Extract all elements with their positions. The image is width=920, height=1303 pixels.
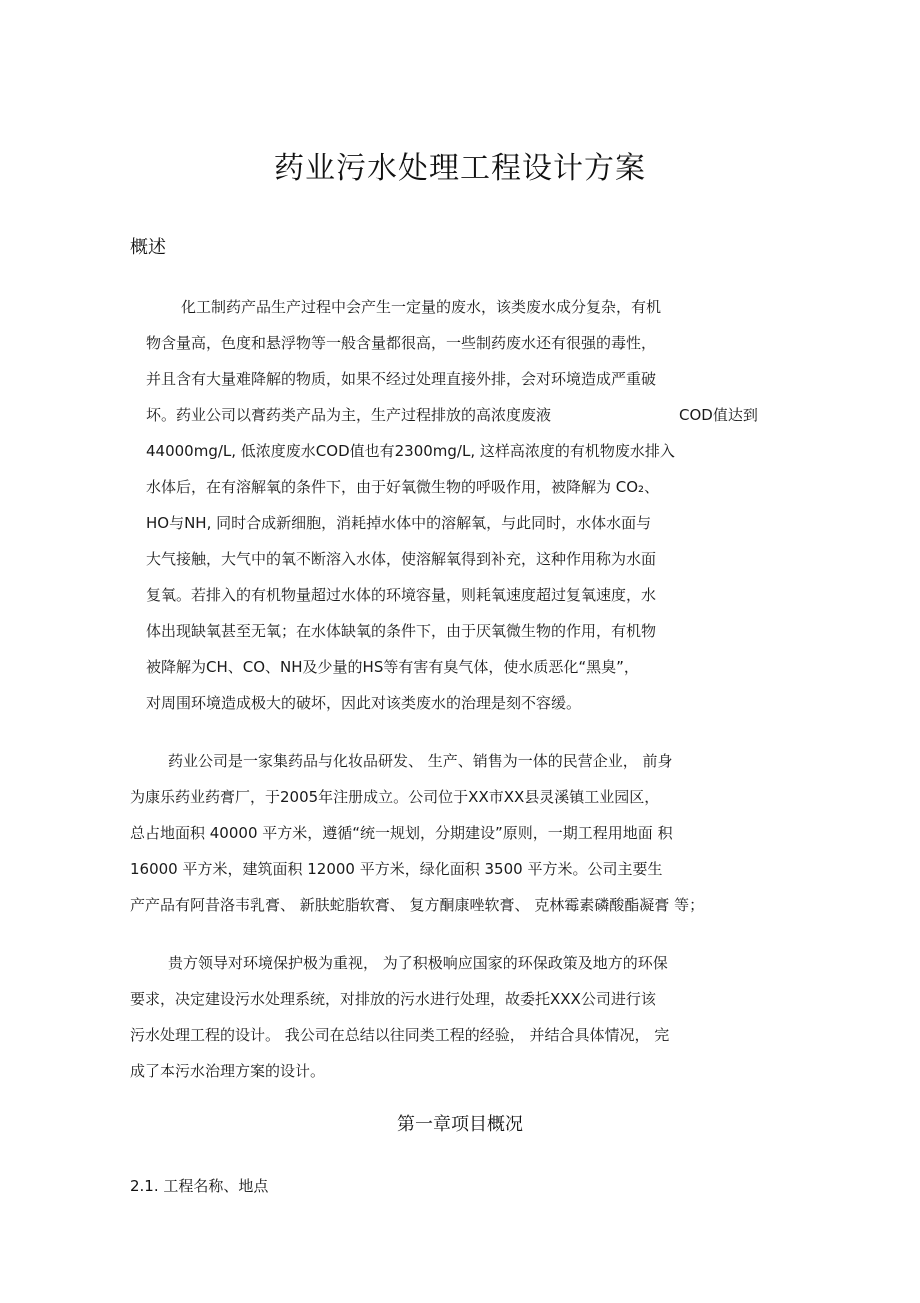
paragraph-line: 成了本污水治理方案的设计。 — [130, 1062, 326, 1080]
paragraph-line: 贵方领导对环境保护极为重视， 为了积极响应国家的环保政策及地方的环保 — [168, 954, 668, 972]
overview-heading: 概述 — [130, 237, 166, 258]
paragraph-line: 要求，决定建设污水处理系统，对排放的污水进行处理，故委托XXX公司进行该 — [130, 990, 656, 1008]
section-heading: 2.1. 工程名称、地点 — [130, 1177, 269, 1195]
paragraph-line: 大气接触，大气中的氧不断溶入水体，使溶解氧得到补充，这种作用称为水面 — [146, 550, 657, 568]
paragraph-line: HO与NH, 同时合成新细胞，消耗掉水体中的溶解氧，与此同时，水体水面与 — [146, 514, 652, 532]
paragraph-line: 为康乐药业药膏厂，于2005年注册成立。公司位于XX市XX县灵溪镇工业园区， — [130, 788, 660, 806]
chapter-heading: 第一章项目概况 — [397, 1114, 523, 1135]
paragraph-line: 被降解为CH、CO、NH及少量的HS等有害有臭气体，使水质恶化“黑臭”， — [146, 658, 639, 676]
cod-fragment: COD值达到 — [679, 406, 758, 424]
document-title: 药业污水处理工程设计方案 — [274, 151, 646, 186]
paragraph-line: 药业公司是一家集药品与化妆品研发、 生产、销售为一体的民营企业， 前身 — [168, 752, 673, 770]
paragraph-line: 产产品有阿昔洛韦乳膏、 新肤蛇脂软膏、 复方酮康唑软膏、 克林霉素磷酸酯凝膏 等； — [130, 896, 705, 914]
paragraph-line: 16000 平方米，建筑面积 12000 平方米，绿化面积 3500 平方米。公司主要生 — [130, 860, 663, 878]
paragraph-line: 复氧。若排入的有机物量超过水体的环境容量，则耗氧速度超过复氧速度，水 — [146, 586, 657, 604]
paragraph-line: 物含量高，色度和悬浮物等一般含量都很高，一些制药废水还有很强的毒性， — [146, 334, 657, 352]
paragraph-line: 坏。药业公司以膏药类产品为主，生产过程排放的高浓度废液 — [146, 406, 552, 424]
paragraph-line: 44000mg/L, 低浓度废水COD值也有2300mg/L, 这样高浓度的有机物废水排入 — [146, 442, 675, 460]
paragraph-line: 并且含有大量难降解的物质，如果不经过处理直接外排，会对环境造成严重破 — [146, 370, 657, 388]
paragraph-line: 总占地面积 40000 平方米，遵循“统一规划，分期建设”原则，一期工程用地面 积 — [130, 824, 673, 842]
paragraph-line: 体出现缺氧甚至无氧；在水体缺氧的条件下，由于厌氧微生物的作用，有机物 — [146, 622, 657, 640]
paragraph-line: 化工制药产品生产过程中会产生一定量的废水，该类废水成分复杂，有机 — [181, 298, 662, 316]
paragraph-line: 对周围环境造成极大的破坏，因此对该类废水的治理是刻不容缓。 — [146, 694, 582, 712]
paragraph-line: 污水处理工程的设计。 我公司在总结以往同类工程的经验， 并结合具体情况， 完 — [130, 1026, 670, 1044]
paragraph-line: 水体后，在有溶解氧的条件下，由于好氧微生物的呼吸作用，被降解为 CO₂、 — [146, 478, 660, 496]
